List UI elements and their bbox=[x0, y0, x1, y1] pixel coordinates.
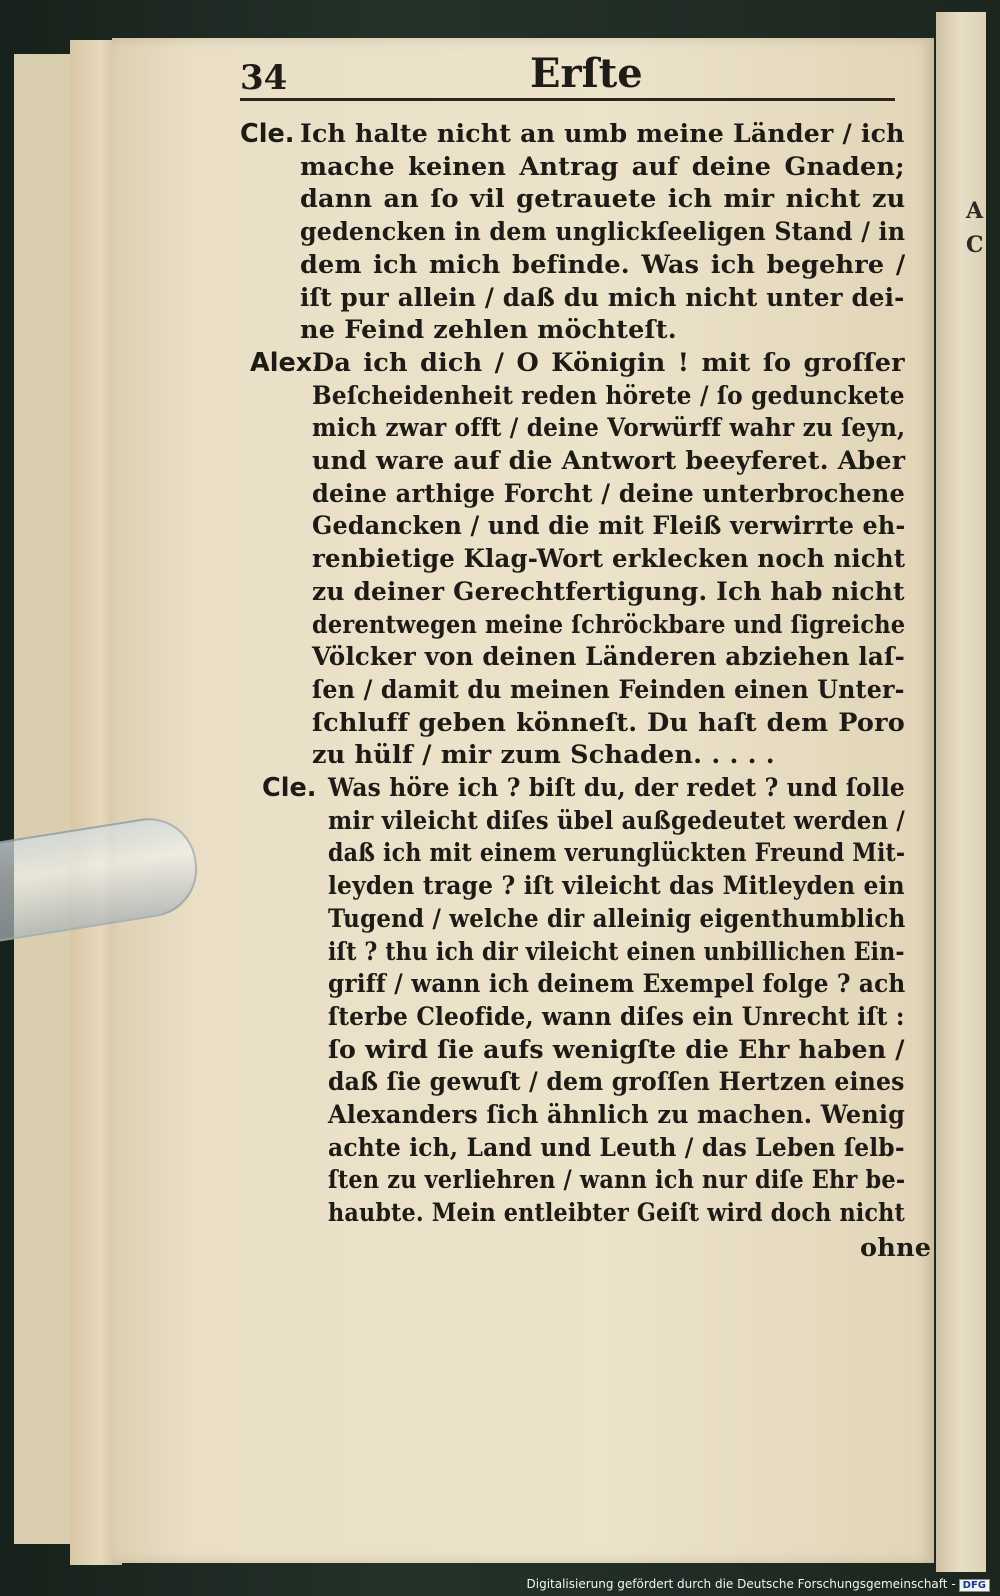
text-line: mir vileicht diſes übel außgedeutet werden / bbox=[328, 805, 905, 836]
text-line: haubte. Mein entleibter Geiſt wird doch nicht bbox=[328, 1198, 905, 1229]
header-rule bbox=[240, 98, 895, 101]
text-line: leyden trage ? iſt vileicht das Mitleyden ein bbox=[328, 871, 905, 902]
facing-page-fragment-2: C bbox=[966, 232, 984, 258]
text-line: Ich halte nicht an umb meine Länder / ich bbox=[300, 119, 905, 149]
text-line: Völcker von deinen Länderen abziehen laſ- bbox=[312, 642, 906, 673]
text-line: ſen / damit du meinen Feinden einen Unter- bbox=[312, 674, 905, 705]
text-line: ſo wird ſie aufs wenigſte die Ehr haben / bbox=[328, 1034, 905, 1065]
text-line: deine arthige Forcht / deine unterbrochene bbox=[312, 478, 906, 509]
text-line: iſt pur allein / daß du mich nicht unter dei- bbox=[300, 282, 905, 313]
page-number: 34 bbox=[240, 58, 288, 98]
text-line: Da ich dich / O Königin ! mit ſo groſſer bbox=[312, 347, 905, 378]
speaker-label: Alex. bbox=[250, 347, 322, 378]
text-line: dann an ſo vil getrauete ich mir nicht zu bbox=[300, 184, 906, 215]
footer-credit-text: Digitalisierung gefördert durch die Deutsche Forschungsgemeinschaft - bbox=[526, 1577, 956, 1591]
text-line: griff / wann ich deinem Exempel folge ? ach bbox=[328, 969, 906, 1000]
footer-credit bbox=[527, 1577, 991, 1592]
speaker-label: Cle. bbox=[262, 773, 317, 803]
text-line: und ware auf die Antwort beeyferet. Aber bbox=[312, 446, 906, 476]
page-header bbox=[240, 50, 900, 98]
text-line: renbietige Klag-Wort erklecken noch nicht bbox=[312, 544, 906, 575]
text-line: zu hülf / mir zum Schaden. . . . . bbox=[312, 740, 775, 771]
running-title: Erſte bbox=[530, 50, 643, 97]
text-line: ſten zu verliehren / wann ich nur diſe Ehr be- bbox=[328, 1165, 906, 1196]
text-line: mich zwar offt / deine Vorwürff wahr zu ſeyn, bbox=[312, 413, 906, 444]
text-line: ſchluff geben könneſt. Du haſt dem Poro bbox=[312, 707, 905, 738]
catchword: ohne bbox=[860, 1232, 932, 1263]
text-line: daß ſie gewuſt / dem groſſen Hertzen eines bbox=[328, 1067, 905, 1098]
text-line: achte ich, Land und Leuth / das Leben ſelb- bbox=[328, 1132, 905, 1163]
text-line: gedencken in dem unglickſeeligen Stand / in bbox=[300, 217, 906, 248]
text-line: ne Feind zehlen möchteſt. bbox=[300, 315, 677, 346]
speaker-label: Cle. bbox=[240, 119, 295, 149]
text-line: zu deiner Gerechtfertigung. Ich hab nicht bbox=[312, 576, 905, 607]
text-line: derentwegen meine ſchröckbare und ſigreiche bbox=[312, 609, 906, 640]
text-line: Alexanders ſich ähnlich zu machen. Wenig bbox=[328, 1100, 906, 1130]
text-line: Tugend / welche dir alleinig eigenthumblich bbox=[328, 903, 906, 934]
text-line: mache keinen Antrag auf deine Gnaden; bbox=[300, 151, 905, 182]
text-line: Was höre ich ? biſt du, der redet ? und ſolle bbox=[328, 773, 905, 803]
facing-page-fragment-1: A bbox=[966, 198, 984, 224]
text-line: iſt ? thu ich dir vileicht einen unbillichen Ein- bbox=[328, 936, 905, 967]
text-line: Beſcheidenheit reden hörete / ſo gedunckete bbox=[312, 380, 905, 411]
text-line: Gedancken / und die mit Fleiß verwirrte eh- bbox=[312, 511, 906, 542]
text-line: daß ich mit einem verunglückten Freund Mit- bbox=[328, 838, 906, 869]
text-line: dem ich mich befinde. Was ich begehre / bbox=[300, 249, 906, 280]
dfg-logo: DFG bbox=[959, 1579, 990, 1592]
text-line: ſterbe Cleofide, wann diſes ein Unrecht iſt : bbox=[328, 1001, 905, 1032]
